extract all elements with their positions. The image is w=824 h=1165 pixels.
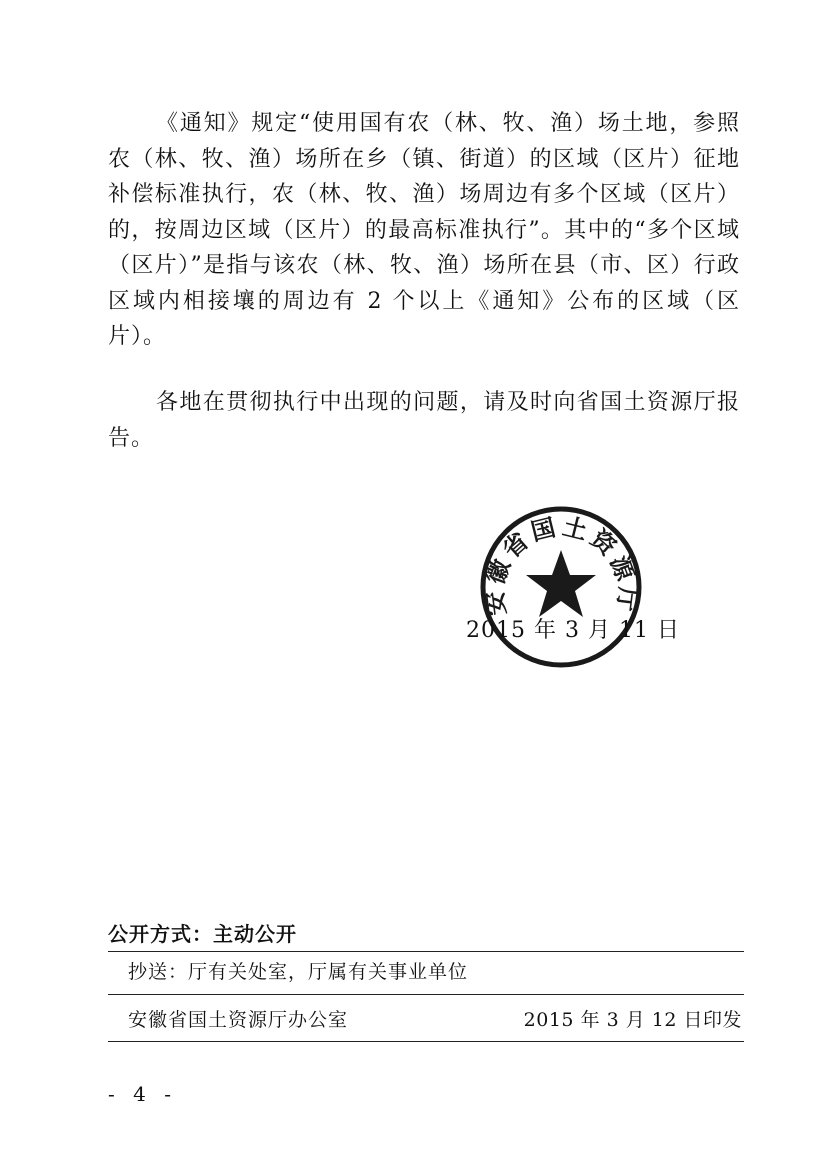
signature-date: 2015 年 3 月 11 日 (466, 618, 680, 643)
issue-date: 2015 年 3 月 12 日印发 (523, 1009, 742, 1031)
divider (108, 994, 744, 995)
cc-recipients: 抄送：厅有关处室，厅属有关事业单位 (128, 961, 469, 983)
seal-text: 安徽省国土资源厅 (479, 512, 643, 617)
official-seal (476, 502, 646, 672)
page-number: - 4 - (108, 1082, 177, 1106)
divider (108, 1041, 744, 1042)
body-paragraph: 《通知》规定“使用国有农（林、牧、渔）场土地，参照农（林、牧、渔）场所在乡（镇、街道）的区域（区片）征地补偿标准执行，农（林、牧、渔）场周边有多个区域（区片）的，按周边区域（区片）的最高标准执行”。其中的“多个区域（区片）”是指与该农（林、牧、渔）场所在县（市、区）行政区域内相接壤的周边有 2 个以上《通知》公布的区域（区片）。 (108, 111, 740, 349)
star-icon (526, 550, 596, 617)
divider (108, 951, 744, 952)
body-paragraph: 各地在贯彻执行中出现的问题，请及时向省国土资源厅报告。 (108, 390, 740, 451)
issuing-office: 安徽省国土资源厅办公室 (128, 1009, 349, 1031)
disclosure-method: 公开方式：主动公开 (108, 922, 297, 946)
